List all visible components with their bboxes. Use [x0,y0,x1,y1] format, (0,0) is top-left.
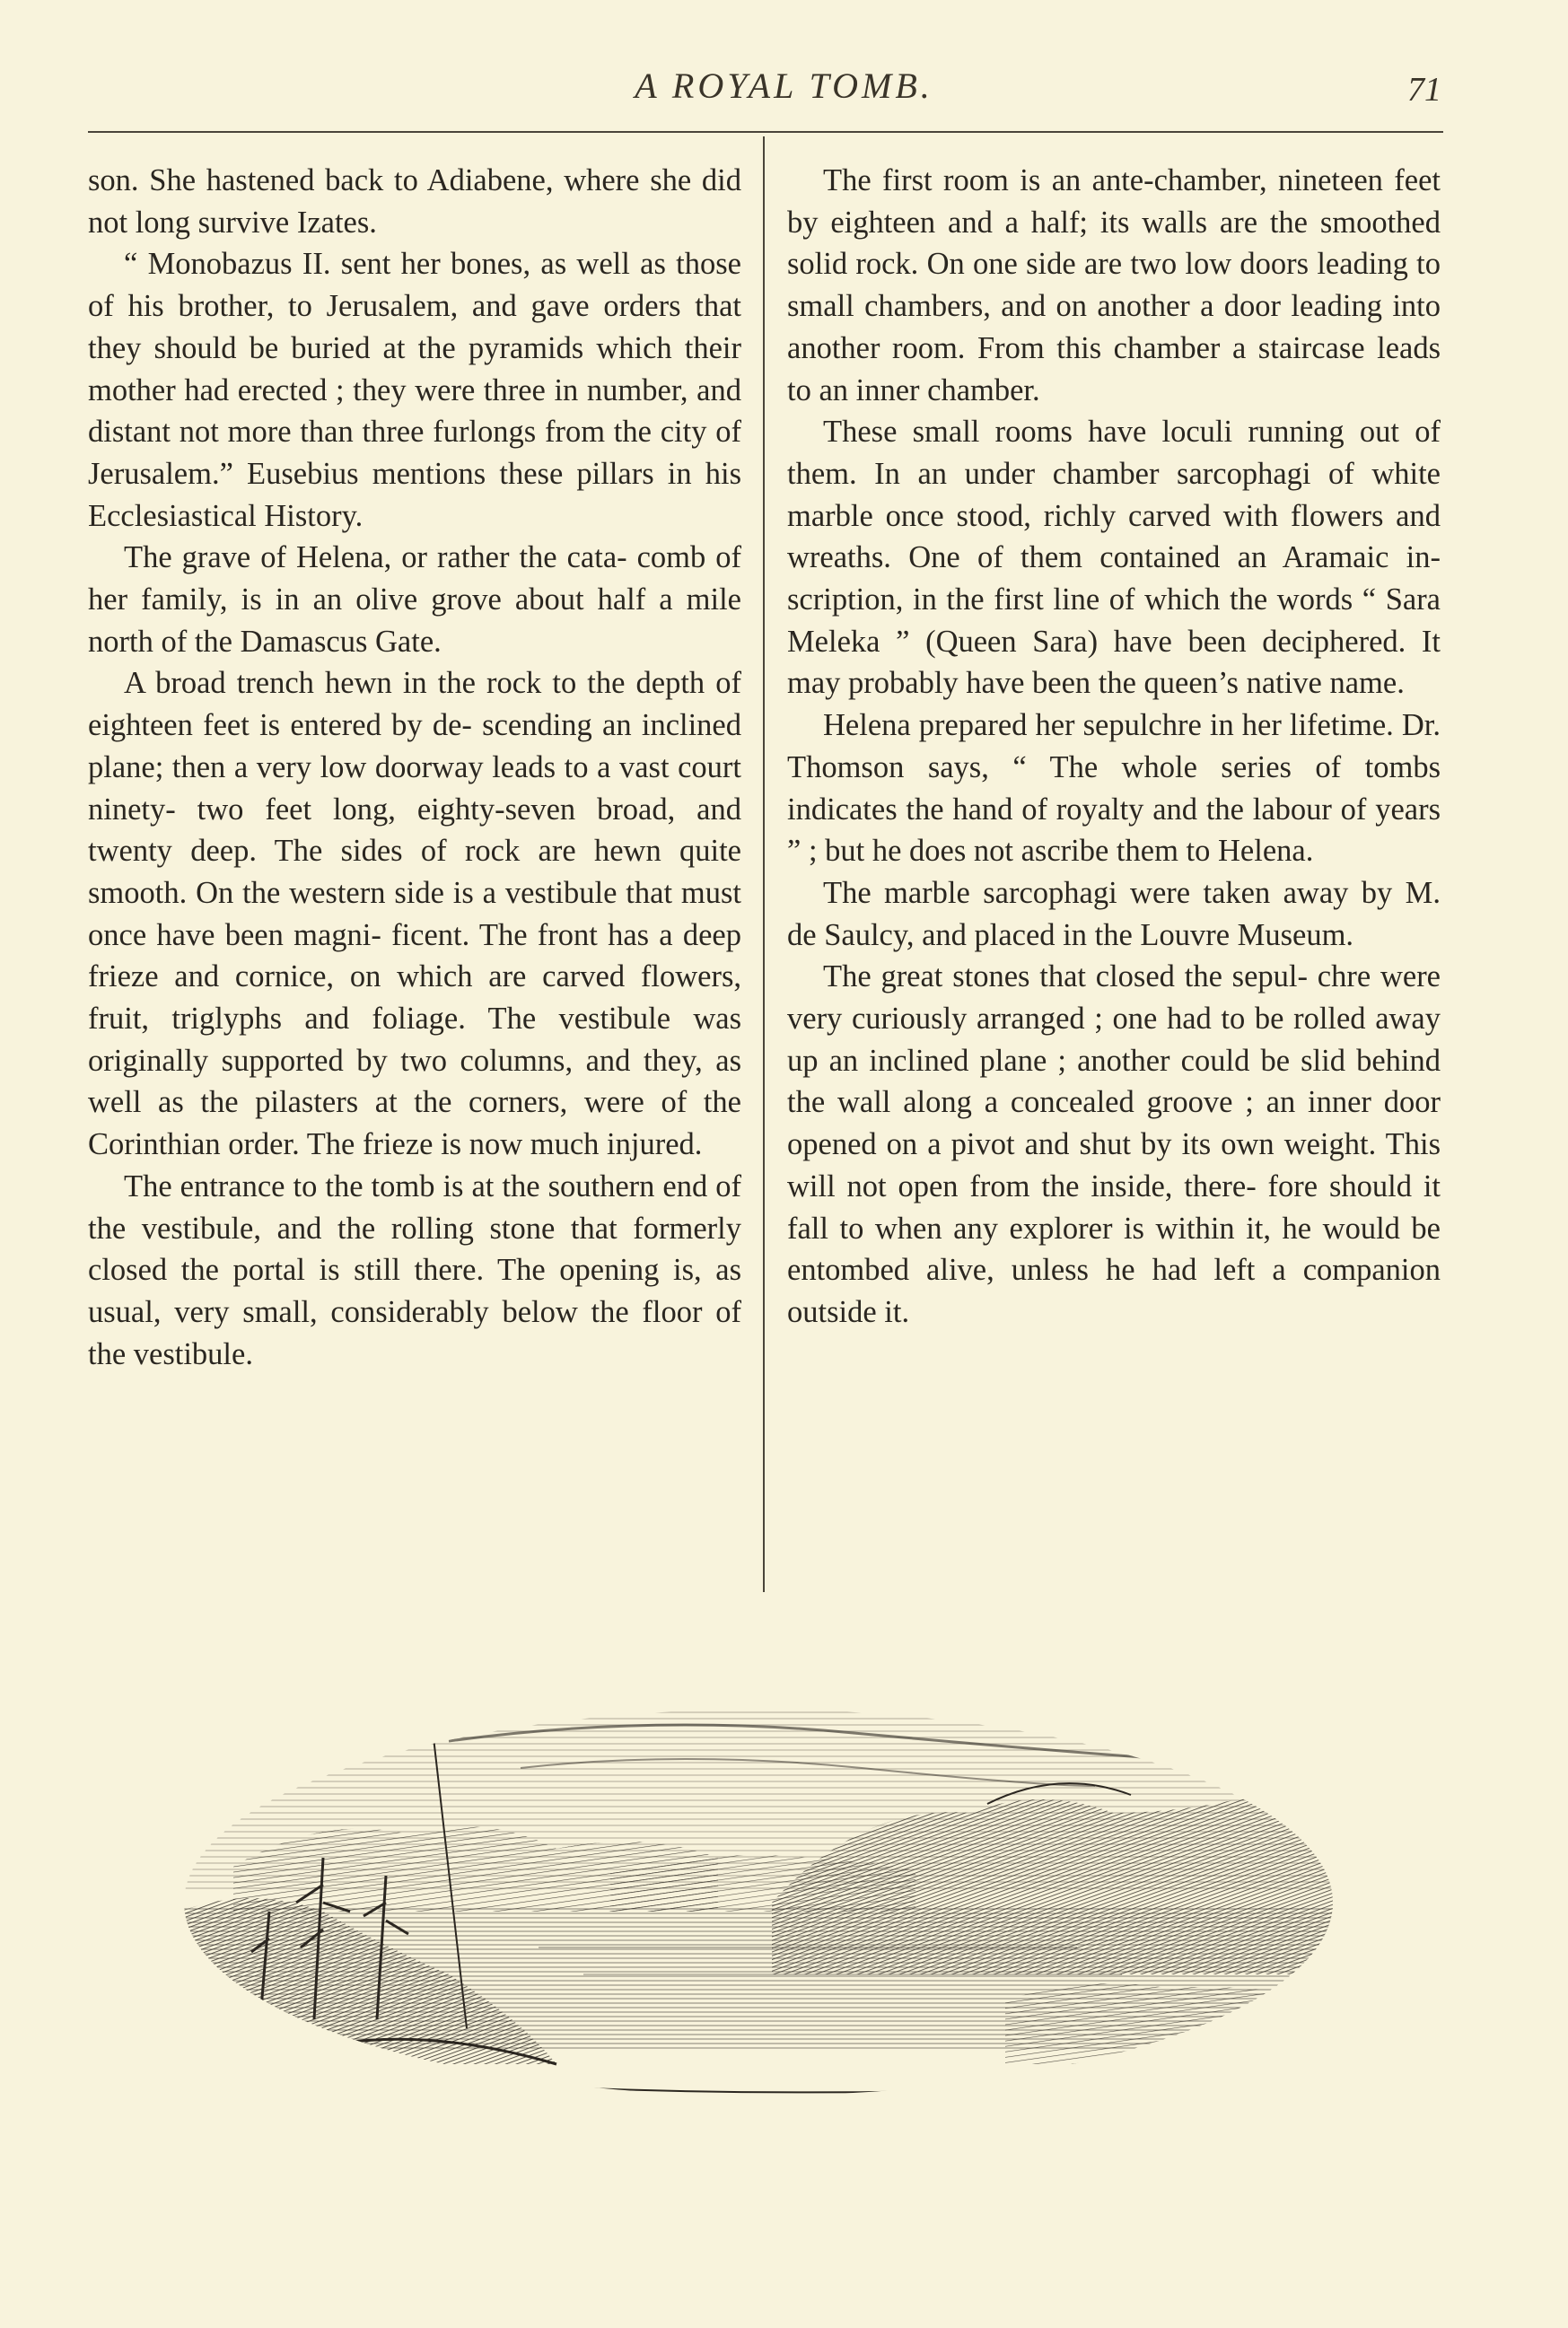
landscape-engraving [180,1678,1337,2109]
right-column [787,160,1441,1334]
paragraph: son. She hastened back to Adiabene, where she did not long survive Izates. [88,163,741,240]
paragraph: The grave of Helena, or rather the cata- comb of her family, is in an olive grove about half a mile north of the Damascus Gate. [88,540,741,659]
paragraph: “ Monobazus II. sent her bones, as well as those of his brother, to Jerusalem, and gave orders that they should be buried at the pyramids which their mother had erected ; they were three in number, and distant not more than three furlongs from the city of Jerusalem.” Eusebius mentions these pillars in his Ecclesiastical History. [88,247,741,533]
paragraph: These small rooms have loculi running out of them. In an under chamber sarcophagi of white marble once stood, richly carved with flowers and wreaths. One of them contained an Aramaic in- scription, in the first line of which the words “ Sara Meleka ” (Queen Sara) have been deciphered. It may probably have been the queen’s native name. [787,415,1441,701]
paragraph: Helena prepared her sepulchre in her lifetime. Dr. Thomson says, “ The whole series of tombs indicates the hand of royalty and the labour of years ” ; but he does not ascribe them to Helena. [787,708,1441,869]
paragraph: The first room is an ante-chamber, nineteen feet by eighteen and a half; its walls are the smoothed solid rock. On one side are two low doors leading to small chambers, and on another a door leading into another room. From this chamber a staircase leads to an inner chamber. [787,163,1441,407]
running-head: A ROYAL TOMB. [635,66,933,106]
column-divider [763,136,765,1592]
paragraph: A broad trench hewn in the rock to the depth of eighteen feet is entered by de- scending an inclined plane; then a very low doorway leads to a vast court ninety- two feet long, eighty-seven broad, and twenty deep. The sides of rock are hewn quite smooth. On the western side is a vestibule that must once have been magni- ficent. The front has a deep frieze and cornice, on which are carved flowers, fruit, triglyphs and foliage. The vestibule was originally supported by two columns, and they, as well as the pilasters at the corners, were of the Corinthian order. The frieze is now much injured. [88,666,741,1162]
left-column [88,160,741,1375]
paragraph: The marble sarcophagi were taken away by M. de Saulcy, and placed in the Louvre Museum. [787,875,1441,952]
paragraph: The great stones that closed the sepul- chre were very curiously arranged ; one had to be rolled away up an inclined plane ; another could be slid behind the wall along a concealed groove ; an inner door opened on a pivot and shut by its own weight. This will not open from the inside, there- fore should it fall to when any explorer is within it, he would be entombed alive, unless he had left a companion outside it. [787,959,1441,1329]
page-number: 71 [1407,71,1441,109]
header-rule [88,131,1443,133]
paragraph: The entrance to the tomb is at the southern end of the vestibule, and the rolling stone that formerly closed the portal is still there. The opening is, as usual, very small, considerably below the floor of the vestibule. [88,1168,741,1371]
